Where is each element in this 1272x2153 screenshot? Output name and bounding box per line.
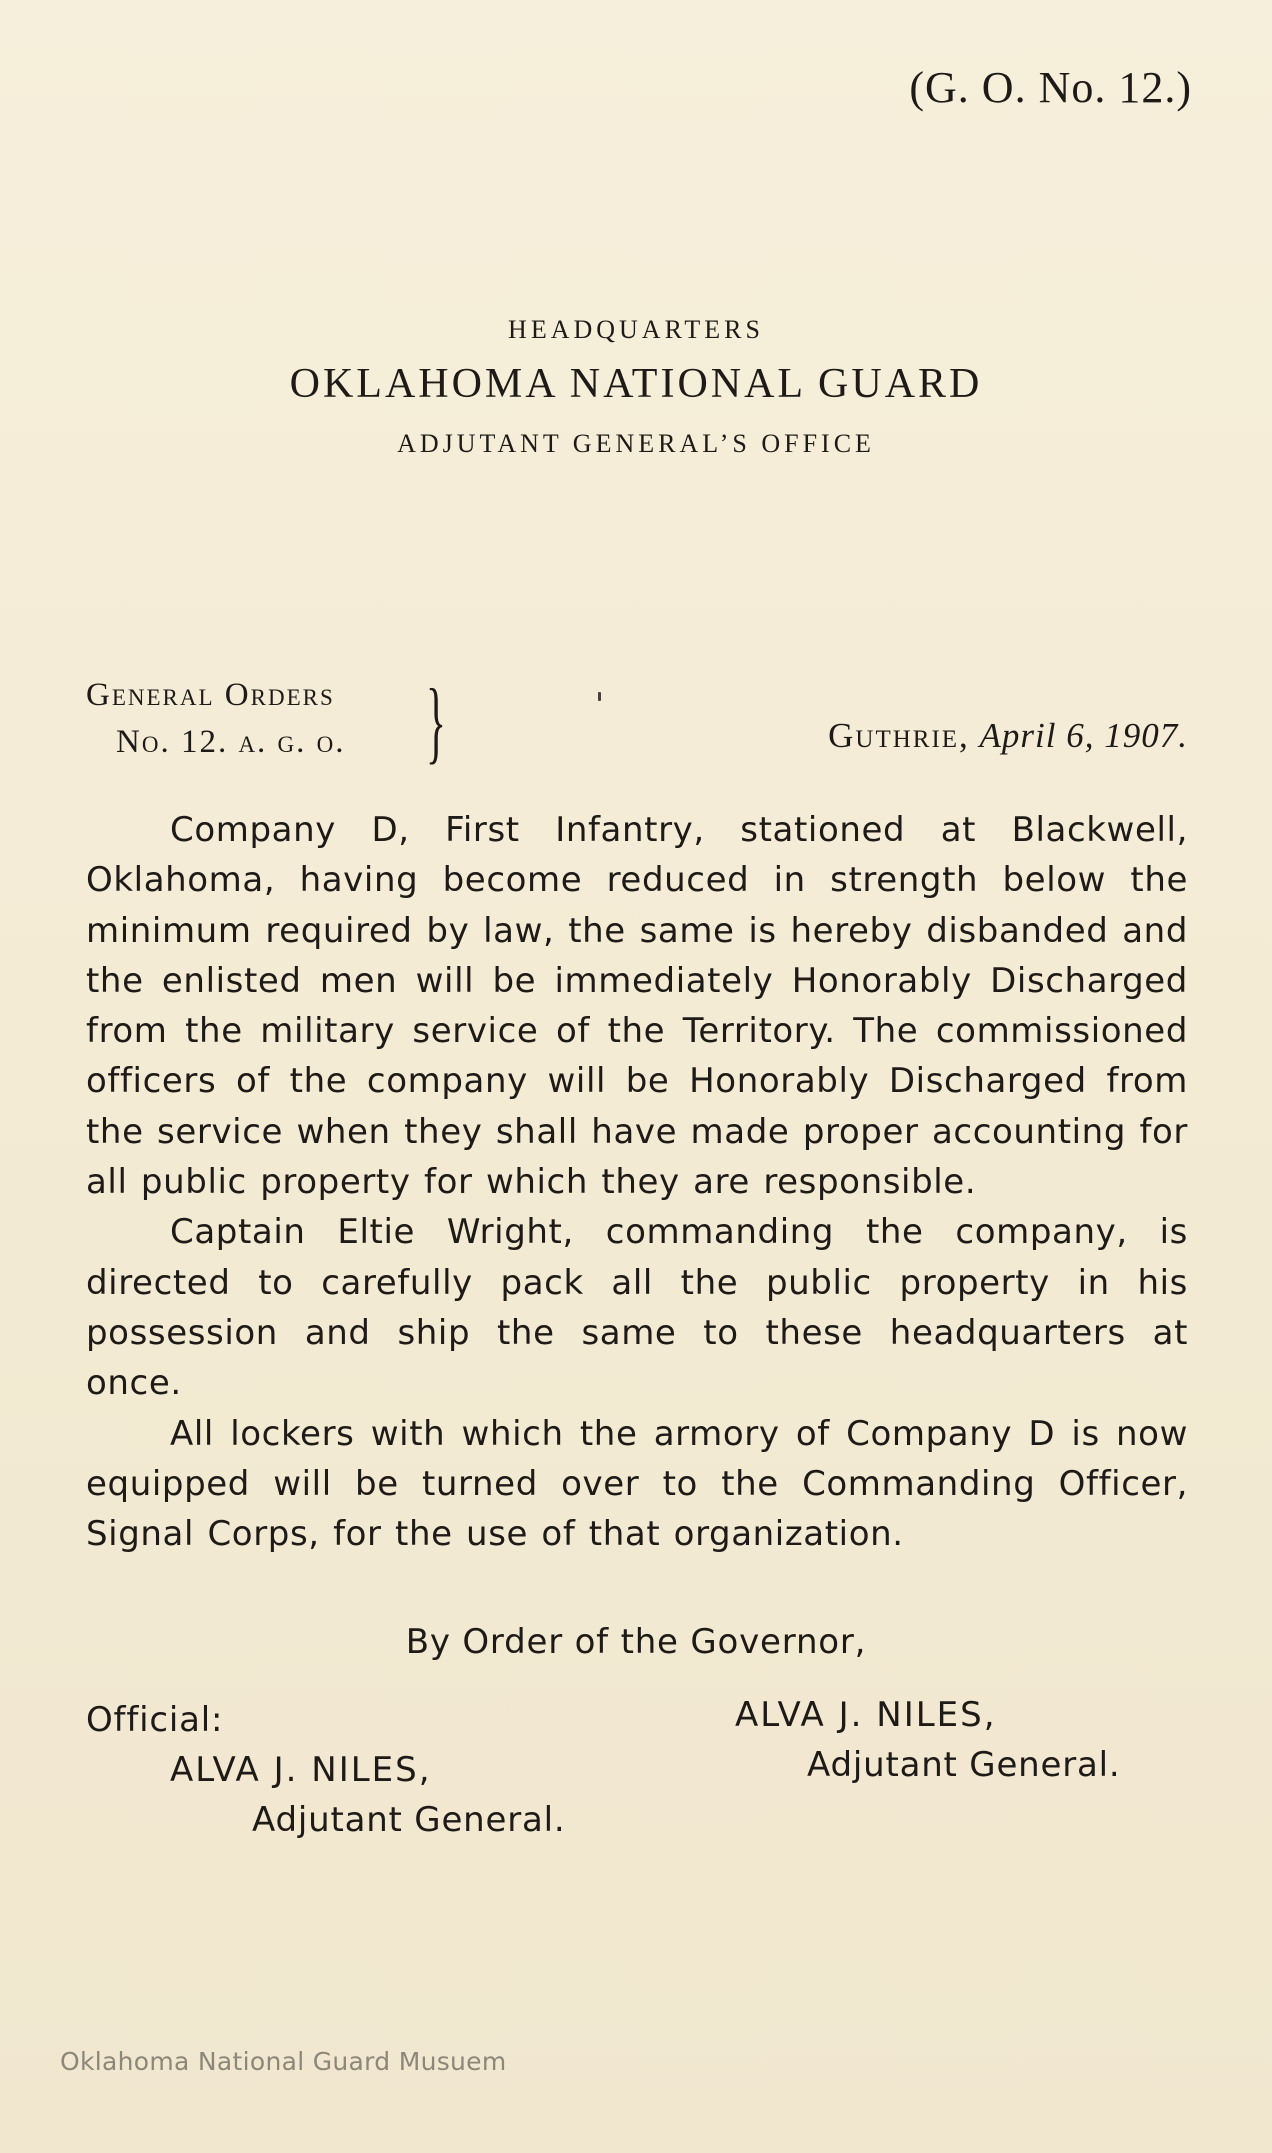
office-name: ADJUTANT GENERAL’S OFFICE xyxy=(397,429,875,458)
official-label: Official: xyxy=(86,1700,224,1740)
headquarters-label: HEADQUARTERS xyxy=(508,315,764,344)
official-signatory-title: Adjutant General. xyxy=(252,1800,566,1840)
official-signature-block xyxy=(86,1695,566,1845)
signatory-title: Adjutant General. xyxy=(807,1745,1121,1785)
body-paragraph: All lockers with which the armory of Company D is now equipped will be turned over to the Commanding Officer, Signal Corps, for the use of that organization. xyxy=(86,1413,1188,1555)
dateline-date: April 6, 1907. xyxy=(979,716,1188,755)
by-order-line: By Order of the Governor, xyxy=(405,1622,867,1662)
dateline-place: Guthrie, xyxy=(828,716,970,755)
brace-glyph: } xyxy=(426,670,446,772)
body-paragraph: Captain Eltie Wright, commanding the company, is directed to carefully pack all the public property in his possession and ship the same to these headquarters at once. xyxy=(86,1212,1188,1404)
body-paragraph: Company D, First Infantry, stationed at Blackwell, Oklahoma, having become reduced in strength below the minimum required by law, the same is hereby disbanded and the enlisted men will be immediately Honorably Discharged from the military service of the Territory. The commissioned officers of the company will be Honorably Discharged from the service when they shall have made proper accounting for all public property for which they are responsible. xyxy=(86,810,1188,1203)
order-number-line: No. 12. a. g. o. xyxy=(116,724,346,760)
order-reference: (G. O. No. 12.) xyxy=(909,63,1192,112)
general-orders-label xyxy=(86,672,346,766)
order-body xyxy=(86,805,1188,1559)
letterhead xyxy=(0,310,1272,464)
official-signatory-name: ALVA J. NILES, xyxy=(170,1750,432,1790)
general-orders-line: General Orders xyxy=(86,677,335,713)
museum-watermark: Oklahoma National Guard Musuem xyxy=(60,2047,507,2076)
signatory-name: ALVA J. NILES, xyxy=(735,1695,997,1735)
organization-name: OKLAHOMA NATIONAL GUARD xyxy=(289,361,983,407)
dateline xyxy=(828,716,1188,756)
signatory-block xyxy=(735,1690,1121,1790)
ink-speck xyxy=(598,692,601,701)
